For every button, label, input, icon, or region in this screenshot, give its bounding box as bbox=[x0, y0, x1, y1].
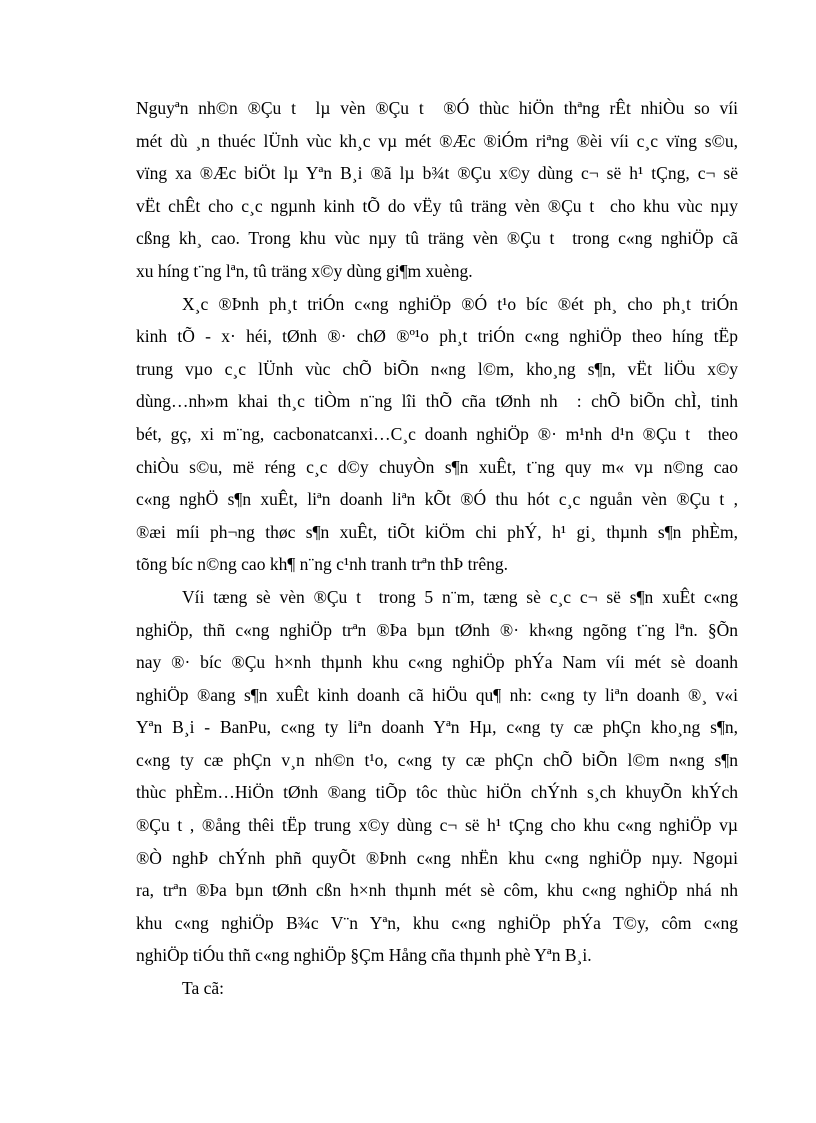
text-line: xu híng t¨ng lªn, tû träng x©y dùng gi¶m xuèng. bbox=[136, 260, 473, 281]
text-line: ®Çu t , ®ång thêi tËp trung x©y dùng c¬ së h¹ tÇng cho khu c«ng nghiÖp vµ bbox=[136, 815, 738, 836]
paragraph-2 bbox=[136, 288, 738, 581]
text-line: tõng bíc n©ng cao kh¶ n¨ng c¹nh tranh trªn thÞ trêng. bbox=[136, 554, 508, 575]
text-line: kinh tÕ - x· héi, tØnh ®· chØ ®º¹o ph¸t triÓn c«ng nghiÖp theo híng tËp bbox=[136, 326, 738, 347]
text-line: vËt chÊt cho c¸c ngµnh kinh tÕ do vËy tû träng vèn ®Çu t cho khu vùc nµy bbox=[136, 195, 738, 216]
text-line: thùc phÈm…HiÖn tØnh ®ang tiÕp tôc thùc hiÖn chÝnh s¸ch khuyÕn khÝch bbox=[136, 782, 738, 803]
text-line: bét, gç, xi m¨ng, cacbonatcanxi…C¸c doanh nghiÖp ®· m¹nh d¹n ®Çu t theo bbox=[136, 423, 738, 444]
text-line: c«ng ty cæ phÇn v¸n nh©n t¹o, c«ng ty cæ phÇn chÕ biÕn l©m n«ng s¶n bbox=[136, 749, 738, 770]
text-line: Nguyªn nh©n ®Çu t lµ vèn ®Çu t ®Ó thùc hiÖn thªng rÊt nhiÒu so víi bbox=[136, 98, 738, 118]
text-line: mét dù ¸n thuéc lÜnh vùc kh¸c vµ mét ®Æc ®iÓm riªng ®èi víi c¸c vïng s©u, bbox=[136, 130, 738, 151]
text-line: Víi tæng sè vèn ®Çu t trong 5 n¨m, tæng sè c¸c c¬ së s¶n xuÊt c«ng bbox=[182, 586, 738, 607]
text-line: nghiÖp ®ang s¶n xuÊt kinh doanh cã hiÖu qu¶ nh: c«ng ty liªn doanh ®¸ v«i bbox=[136, 684, 738, 705]
paragraph-4 bbox=[136, 972, 738, 1005]
text-line: ®æi míi ph¬ng thøc s¶n xuÊt, tiÕt kiÖm chi phÝ, h¹ gi¸ thµnh s¶n phÈm, bbox=[136, 521, 738, 542]
text-line: nay ®· bíc ®Çu h×nh thµnh khu c«ng nghiÖp phÝa Nam víi mét sè doanh bbox=[136, 652, 738, 673]
text-line: Yªn B¸i - BanPu, c«ng ty liªn doanh Yªn Hµ, c«ng ty cæ phÇn kho¸ng s¶n, bbox=[136, 717, 738, 738]
text-line: chiÒu s©u, më réng c¸c d©y chuyÒn s¶n xuÊt, t¨ng quy m« vµ n©ng cao bbox=[136, 456, 738, 477]
text-line: dùng…nh»m khai th¸c tiÒm n¨ng lîi thÕ cña tØnh nh : chÕ biÕn chÌ, tinh bbox=[136, 391, 738, 412]
text-line: Ta cã: bbox=[182, 978, 225, 999]
paragraph-1 bbox=[136, 92, 738, 288]
text-line: c«ng nghÖ s¶n xuÊt, liªn doanh liªn kÕt ®Ó thu hót c¸c nguån vèn ®Çu t , bbox=[136, 489, 738, 510]
text-line: X¸c ®Þnh ph¸t triÓn c«ng nghiÖp ®Ó t¹o bíc ®ét ph¸ cho ph¸t triÓn bbox=[182, 293, 738, 314]
paragraph-3 bbox=[136, 581, 738, 972]
text-line: ®Ò nghÞ chÝnh phñ quyÕt ®Þnh c«ng nhËn khu c«ng nghiÖp nµy. Ngoµi bbox=[136, 847, 738, 868]
text-line: vïng xa ®Æc biÖt lµ Yªn B¸i ®ã lµ b¾t ®Çu x©y dùng c¬ së h¹ tÇng, c¬ së bbox=[136, 163, 738, 184]
text-line: khu c«ng nghiÖp B¾c V¨n Yªn, khu c«ng nghiÖp phÝa T©y, côm c«ng bbox=[136, 912, 738, 933]
text-line: trung vµo c¸c lÜnh vùc chÕ biÕn n«ng l©m, kho¸ng s¶n, vËt liÖu x©y bbox=[136, 358, 738, 379]
text-line: nghiÖp tiÓu thñ c«ng nghiÖp §Çm Hång cña thµnh phè Yªn B¸i. bbox=[136, 945, 592, 966]
document-body bbox=[136, 92, 738, 1005]
text-line: nghiÖp, thñ c«ng nghiÖp trªn ®Þa bµn tØnh ®· kh«ng ngõng t¨ng lªn. §Õn bbox=[136, 619, 738, 640]
text-line: cßng kh¸ cao. Trong khu vùc nµy tû träng vèn ®Çu t trong c«ng nghiÖp cã bbox=[136, 228, 738, 249]
text-line: ra, trªn ®Þa bµn tØnh cßn h×nh thµnh mét sè côm, khu c«ng nghiÖp nhá nh bbox=[136, 880, 738, 901]
